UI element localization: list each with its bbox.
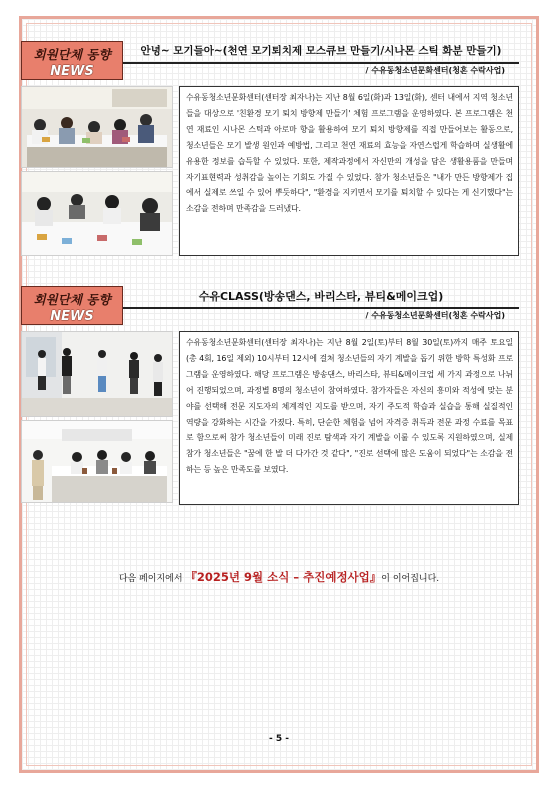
- news-badge: [21, 41, 123, 80]
- photo-barista-class: [21, 420, 173, 503]
- photo-classroom-activity: [21, 86, 173, 168]
- badge-news: NEWS: [50, 309, 94, 324]
- badge-news: NEWS: [50, 64, 94, 79]
- article-body: [179, 331, 519, 505]
- badge-label: 회원단체 동향: [33, 47, 111, 62]
- section-title: 안녕~ 모기들아~(천연 모기퇴치제 모스큐브 만들기/시나몬 스틱 화분 만들기): [140, 45, 502, 57]
- photo-column: [21, 86, 173, 256]
- photo-column: [21, 331, 173, 503]
- news-section-mosquito: [21, 41, 519, 214]
- news-badge: [21, 286, 123, 325]
- section-subtitle: / 수유동청소년문화센터(청혼 수락사업): [365, 66, 505, 75]
- news-section-class: [21, 286, 519, 475]
- next-page-notice: [19, 569, 539, 585]
- section-header: [21, 286, 519, 325]
- photo-making-craft: [21, 171, 173, 256]
- badge-label: 회원단체 동향: [33, 292, 111, 307]
- notice-prefix: 다음 페이지에서: [118, 574, 186, 584]
- article-text: 수유동청소년문화센터(센터장 최자나)는 지난 8월 6일(화)과 13일(화), 센터 내에서 지역 청소년들을 대상으로 '친환경 모기 퇴치 방향제 만들기' 체험 프로그램을 운영하였다. 본 프로그램은 천연 재료인 시나몬 스틱과 아로마 향을 활용하여 모기 퇴치 방향제를 직접 만들어보는 활동으로, 청소년들은 모기 발생 원인과 예방법, 그리고 천연 재료의 효능을 자연스럽게 학습하며 실생활에 유용한 정보를 습득할 수 있었다. 또한, 제작과정에서 자신만의 개성을 담은 생활용품을 만들며 자기표현력과 성취감을 높이는 기회도 가질 수 있었다. 참가 청소년들은 "내가 만든 방향제가 집에서 실제로 쓰일 수 있어 뿌듯하다", "환경을 지키면서 모기를 퇴치할 수 있다는 게 신기했다"는 소감을 전하며 만족감을 드러냈다.: [186, 93, 513, 214]
- article-body: [179, 86, 519, 256]
- photo-dance-class: [21, 331, 173, 417]
- page-number: - 5 -: [269, 734, 289, 744]
- section-title: 수유CLASS(방송댄스, 바리스타, 뷰티&메이크업): [198, 290, 444, 303]
- notice-highlight: 『2025년 9월 소식 – 추진예정사업』: [185, 570, 382, 584]
- section-subtitle: / 수유동청소년문화센터(청혼 수락사업): [365, 311, 505, 320]
- article-text: 수유동청소년문화센터(센터장 최자나)는 지난 8월 2일(토)부터 8월 30일(토)까지 매주 토요일(총 4회, 16일 제외) 10시부터 12시에 걸쳐 청소년들의 자기 계발을 돕기 위한 방학 특성화 프로그램을 운영하였다. 해당 프로그램은 방송댄스, 바리스타, 뷰티&메이크업 세 가지 과정으로 나뉘어 진행되었으며, 과정별 8명의 청소년이 참여하였다. 참가자들은 자신의 흥미와 적성에 맞는 분야를 선택해 전문 지도자의 체계적인 지도를 받으며, 자기 주도적 학습과 실습을 통해 실질적인 역량을 강화하는 시간을 가졌다. 특히, 단순한 체험을 넘어 자격증 취득과 전문 과정 수료를 목표로 함으로써 참가 청소년들이 미래 진로 탐색과 자기 계발을 이룰 수 있도록 지원하였으며, 실제 참가 청소년들은 "꿈에 한 발 더 다가간 것 같다", "진로 선택에 많은 도움이 되었다"는 소감을 전하는 등 높은 만족도를 보였다.: [186, 338, 513, 475]
- notice-suffix: 이 이어집니다.: [381, 574, 440, 584]
- section-header: [21, 41, 519, 80]
